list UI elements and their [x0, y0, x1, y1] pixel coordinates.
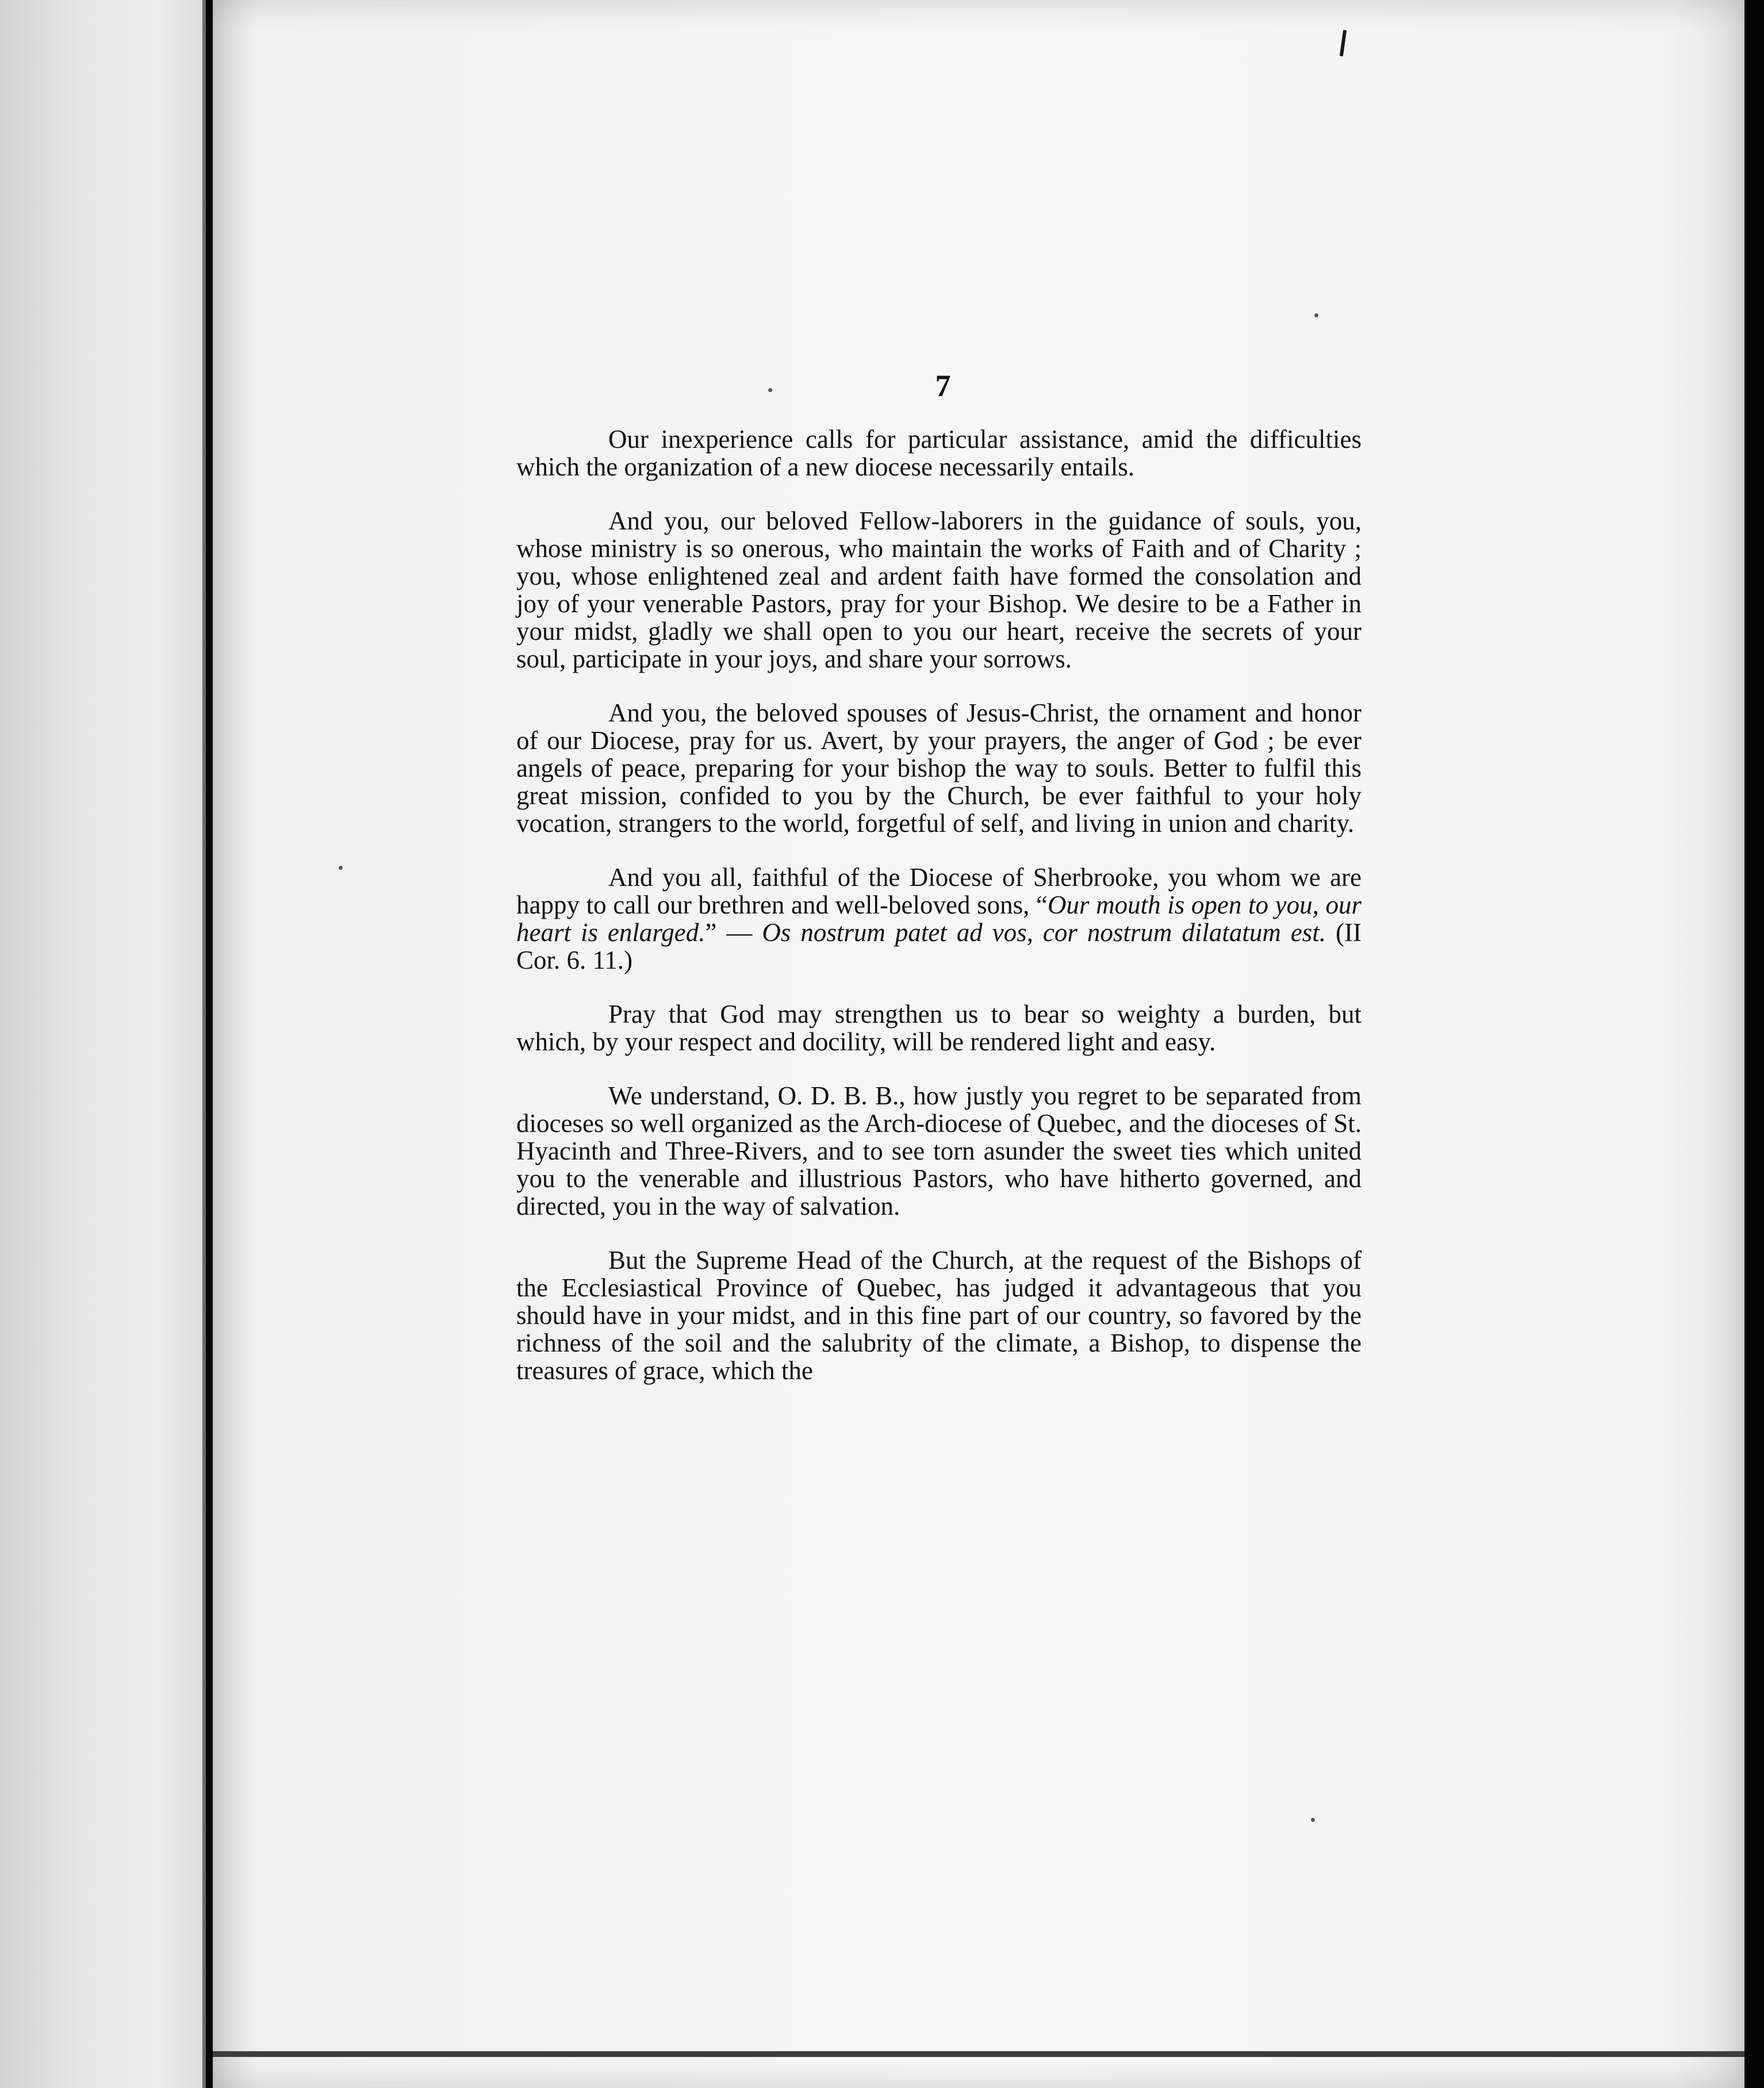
paragraph-text: And you all, faithful of the Diocese of Sherbrooke, you whom we are happy to call our brethren and well-beloved sons, “ — [516, 863, 1362, 919]
page-bottom-edge — [213, 2051, 1744, 2057]
paragraph: And you, the beloved spouses of Jesus-Christ, the ornament and honor of our Diocese, pray for us. Avert, by your prayers, the anger of God ; be ever angels of peace, preparing for your bishop the way to souls. Better to fulfil this great mission, confided to you by the Church, be ever faithful to your holy vocation, strangers to the world, forgetful of self, and living in union and charity. — [516, 698, 1362, 838]
dust-speck — [768, 388, 772, 392]
dust-speck — [339, 866, 343, 870]
paragraph-with-quote — [516, 863, 1362, 974]
quotation-latin: Os nostrum patet ad vos, cor nostrum dilatatum est. — [762, 918, 1326, 947]
dust-speck — [1314, 313, 1318, 317]
dust-speck — [1311, 1818, 1315, 1822]
paragraph: Pray that God may strengthen us to bear so weighty a burden, but which, by your respect and docility, will be rendered light and easy. — [516, 1000, 1362, 1056]
body-text — [516, 425, 1362, 1411]
page-gutter-line — [202, 0, 206, 2088]
paragraph: And you, our beloved Fellow-laborers in the guidance of souls, you, whose ministry is so onerous, who maintain the works of Faith and of Charity ; you, whose enlightened zeal and ardent faith have formed the consolation and joy of your venerable Pastors, pray for your Bishop. We desire to be a Father in your midst, gladly we shall open to you our heart, receive the secrets of your soul, participate in your joys, and share your sorrows. — [516, 506, 1362, 673]
paragraph: We understand, O. D. B. B., how justly you regret to be separated from dioceses so well organized as the Arch-diocese of Quebec, and the dioceses of St. Hyacinth and Three-Rivers, and to see torn asunder the sweet ties which united you to the venerable and illustrious Pastors, who have hitherto governed, and directed, you in the way of salvation. — [516, 1081, 1362, 1220]
scripture-citation: (II Cor. 6. 11.) — [516, 918, 1362, 974]
quotation-english: Our mouth is open to you, our heart is enlarged. — [516, 891, 1362, 947]
paragraph: But the Supreme Head of the Church, at the request of the Bishops of the Ecclesiastical Province of Quebec, has judged it advantageous that you should have in your midst, and in this fine part of our country, so favored by the richness of the soil and the salubrity of the climate, a Bishop, to dispense the treasures of grace, which the — [516, 1246, 1362, 1385]
page-number: 7 — [935, 369, 951, 403]
quotation-separator: ” — — [705, 918, 762, 947]
paragraph: Our inexperience calls for particular assistance, amid the difficulties which the organization of a new diocese necessarily entails. — [516, 425, 1362, 481]
scan-border-right — [1744, 0, 1764, 2088]
previous-page-edge — [0, 0, 202, 2088]
